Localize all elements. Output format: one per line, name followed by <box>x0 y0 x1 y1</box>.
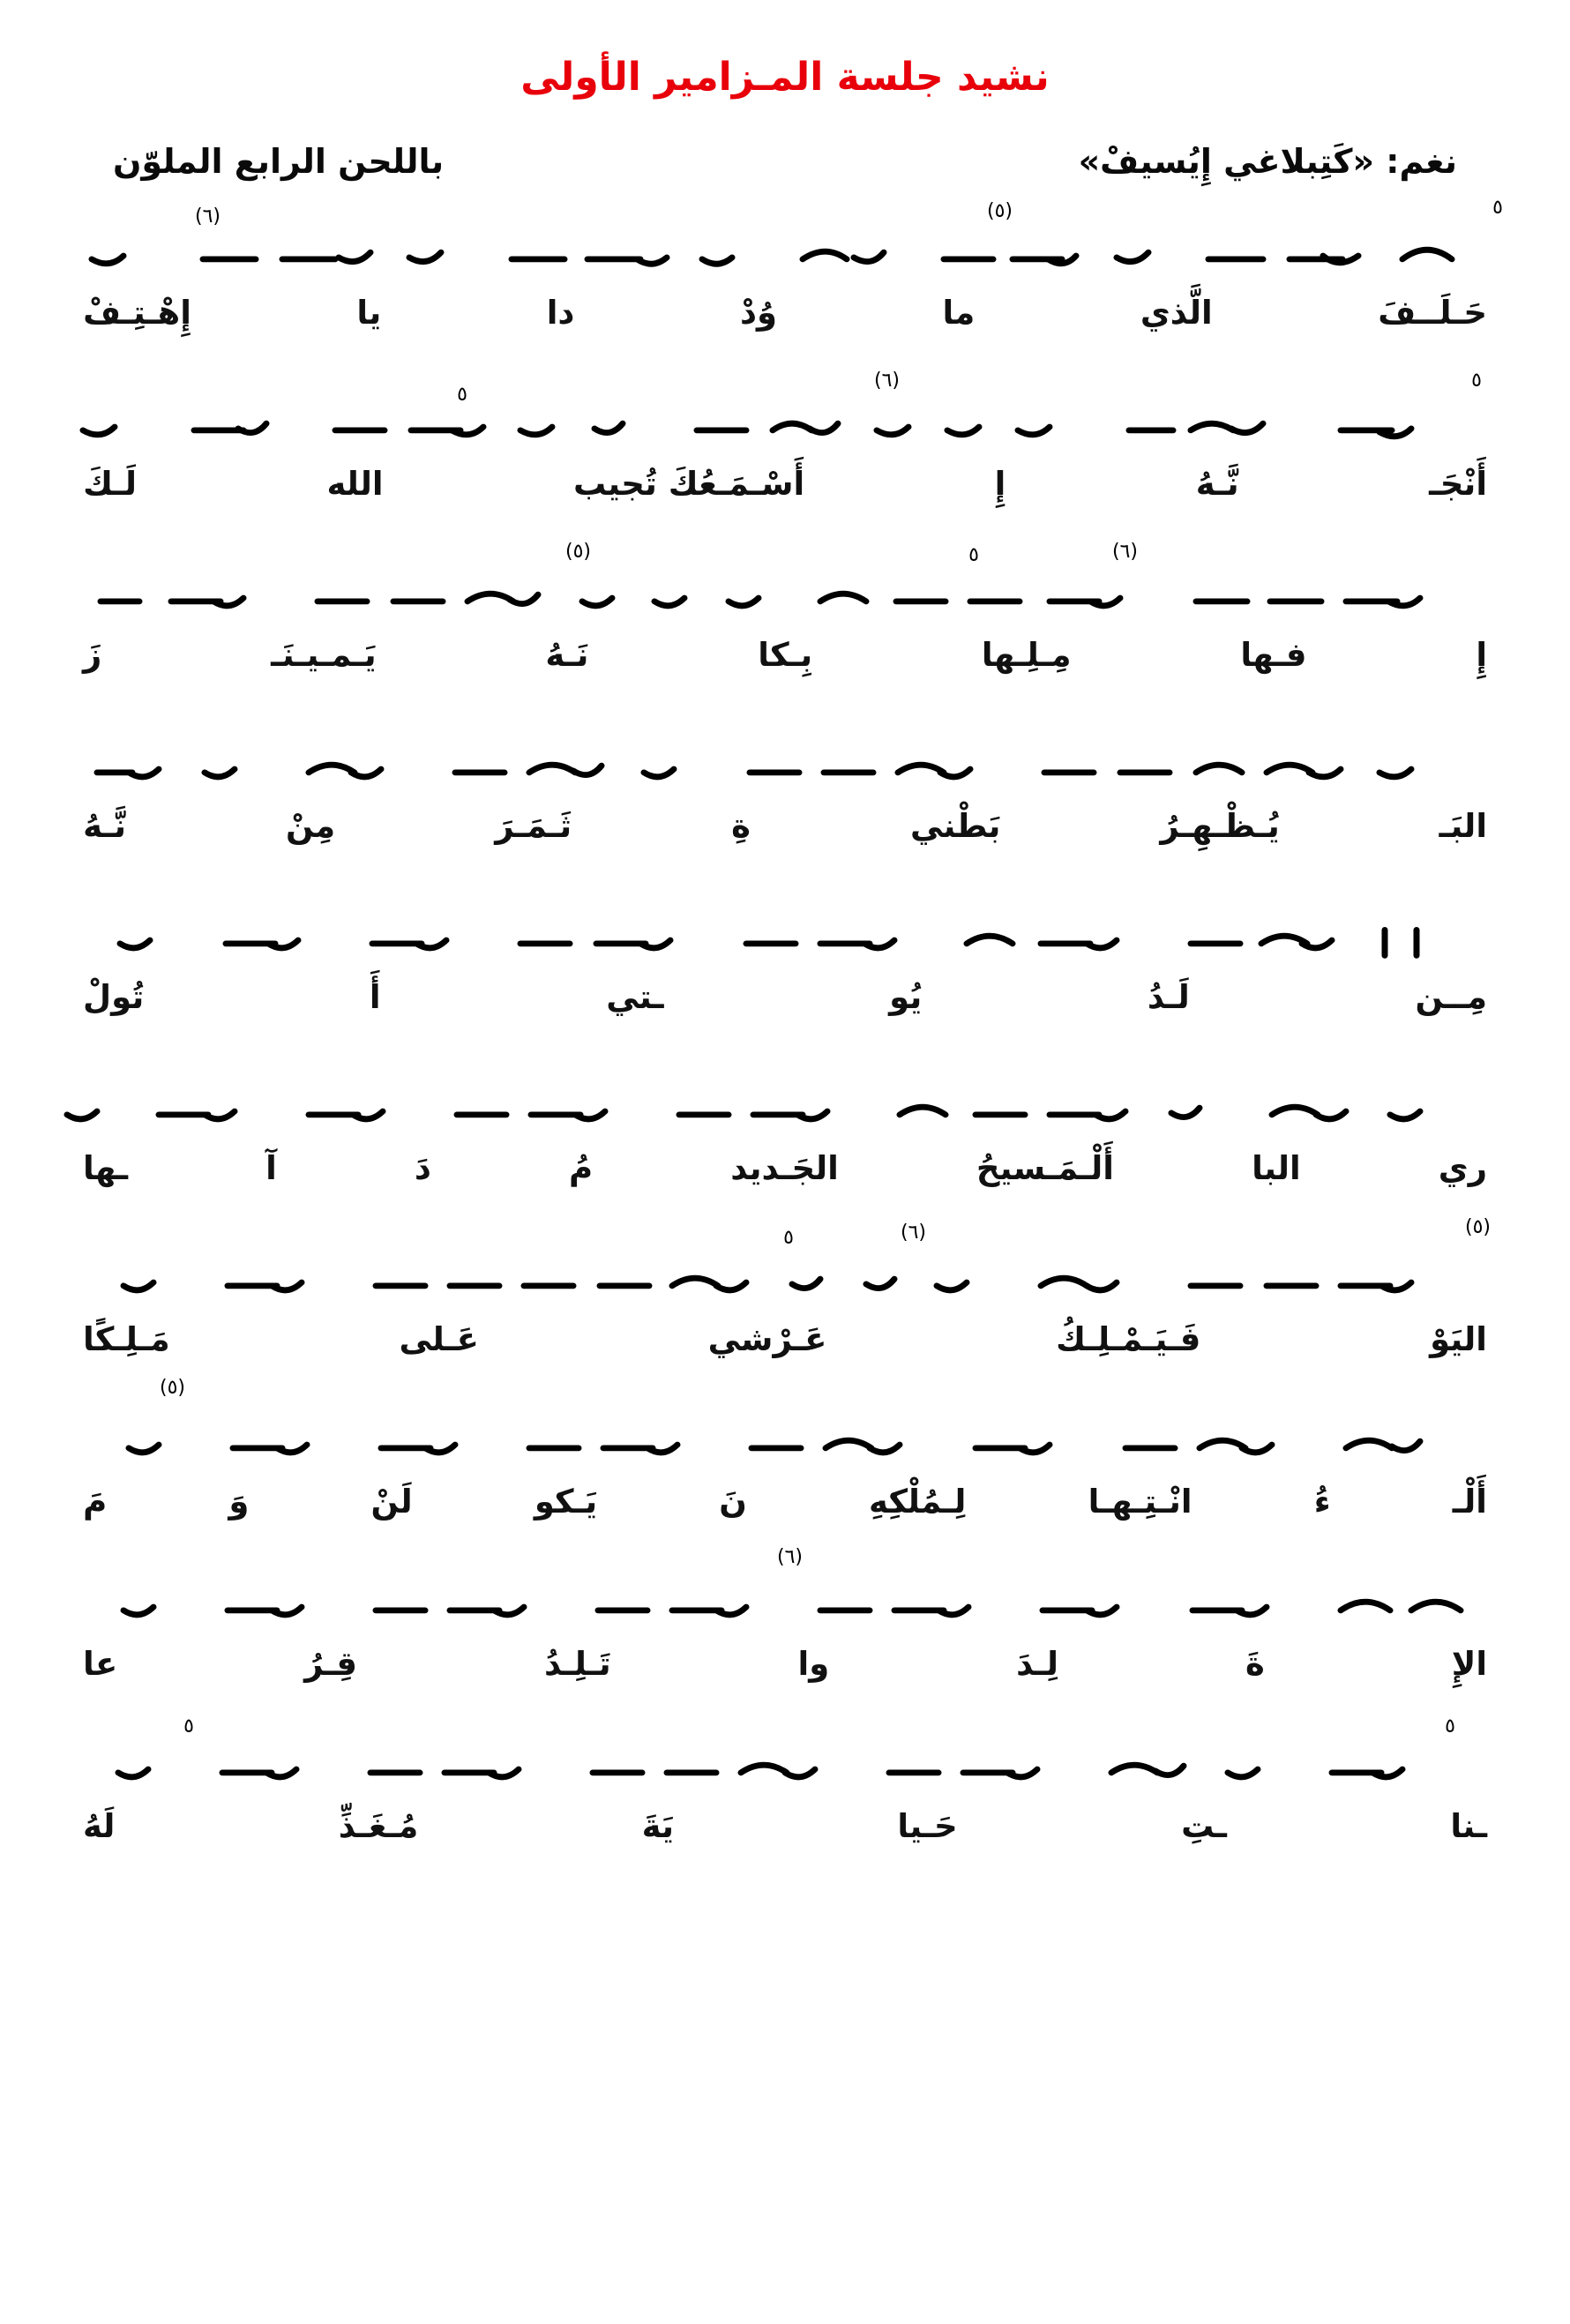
neume-row <box>62 375 1508 460</box>
lyric-syllable: مِــن <box>1415 978 1487 1016</box>
page-title: نشيد جلسة المـزامير الأولى <box>520 55 1050 100</box>
lyric-syllable: عَـلى <box>399 1320 479 1358</box>
lyric-syllable: أَسْـمَـعُكَ تُجيب <box>573 465 805 503</box>
ornament-mark: ٥ <box>783 1227 794 1249</box>
maqam-label: نغم: «كَتِبلاغي إِيُسيفْ» <box>1078 142 1457 181</box>
lyric-row <box>62 1483 1508 1521</box>
staff-system <box>62 1377 1508 1541</box>
lyric-row <box>62 636 1508 674</box>
lyric-syllable: ري <box>1438 1149 1487 1187</box>
lyric-syllable: مُـغَـذِّ <box>338 1807 419 1845</box>
lyric-row <box>62 1807 1508 1845</box>
lyric-syllable: تَـلِـدُ <box>543 1645 611 1683</box>
lyric-syllable: يا <box>356 294 382 332</box>
lyric-syllable: إِهْـتِـفْ <box>83 294 191 332</box>
lyric-syllable: البا <box>1252 1149 1301 1187</box>
lyric-syllable: بَطْني <box>909 807 1001 845</box>
lyric-syllable: ما <box>942 294 976 332</box>
ornament-mark: ٥ <box>1445 1715 1455 1737</box>
neume-row <box>62 546 1508 631</box>
ornament-mark: (٥) <box>986 200 1013 222</box>
ornament-mark: (٥) <box>564 541 591 563</box>
staff-system <box>62 1059 1508 1207</box>
lyric-syllable: مِنْ <box>286 807 336 845</box>
neume-row <box>62 1555 1508 1640</box>
lyric-syllable: إِ <box>994 465 1006 503</box>
lyric-syllable: وا <box>797 1645 830 1683</box>
lyric-syllable: نَـهُ <box>545 636 589 674</box>
lyric-syllable: تُولْ <box>83 978 145 1016</box>
lyric-syllable: وَ <box>228 1483 250 1521</box>
lyric-syllable: البَـ <box>1439 807 1487 845</box>
lyric-syllable: وُدْ <box>739 294 777 332</box>
lyric-syllable: مَـلِـكًا <box>83 1320 170 1358</box>
lyric-syllable: دا <box>546 294 575 332</box>
ornament-mark: ٥ <box>1492 197 1503 219</box>
lyric-syllable: آ <box>265 1149 277 1187</box>
lyric-syllable: مِـلِـها <box>981 636 1072 674</box>
lyric-syllable: لِـدَ <box>1016 1645 1059 1683</box>
staff-system <box>62 717 1508 865</box>
lyric-syllable: ـها <box>83 1149 128 1187</box>
lyric-row <box>62 807 1508 845</box>
lyric-row <box>62 978 1508 1016</box>
ornament-mark: ٥ <box>968 544 979 566</box>
lyric-syllable: زَ <box>83 636 102 674</box>
lyric-syllable: نَّـهُ <box>1195 465 1239 503</box>
lyric-syllable: الجَـديد <box>730 1149 839 1187</box>
mode-header <box>62 142 1508 181</box>
lyric-syllable: حَـيا <box>897 1807 958 1845</box>
lyric-syllable: إِ <box>1476 636 1487 674</box>
ornament-mark: (٦) <box>776 1546 803 1568</box>
ornament-mark: ٥ <box>457 384 467 406</box>
ornament-mark: (٥) <box>159 1377 185 1399</box>
lyric-syllable: مُ <box>569 1149 594 1187</box>
ornament-mark: (٦) <box>1111 541 1138 563</box>
ornament-mark: (٥) <box>1464 1216 1491 1238</box>
neume-row <box>62 888 1508 973</box>
lyric-syllable: ةِ <box>731 807 751 845</box>
lyric-syllable: مَ <box>83 1483 108 1521</box>
lyric-syllable: يَـمـيـنَـ <box>271 636 377 674</box>
lyric-syllable: ثَـمَـرَ <box>495 807 572 845</box>
lyric-syllable: ـتِ <box>1181 1807 1227 1845</box>
lyric-row <box>62 1320 1508 1358</box>
neume-row <box>62 1059 1508 1144</box>
staff-system <box>62 1717 1508 1865</box>
lyric-syllable: نَّـهُ <box>83 807 127 845</box>
lyric-syllable: بِـكا <box>758 636 813 674</box>
lyric-syllable: أَلْـمَـسيحُ <box>976 1149 1114 1187</box>
staff-system <box>62 1216 1508 1379</box>
lyric-syllable: عَـرْشي <box>707 1320 827 1358</box>
neume-row <box>62 204 1508 288</box>
lyric-row <box>62 294 1508 332</box>
lyric-syllable: انْـتِـهـا <box>1088 1483 1192 1521</box>
lyric-syllable: أَنْجَـ <box>1429 465 1487 503</box>
staff-system <box>62 1546 1508 1703</box>
lyric-syllable: يُـظْـهِـرُ <box>1160 807 1280 845</box>
ornament-mark: ٥ <box>183 1715 194 1737</box>
lyric-syllable: دَ <box>414 1149 431 1187</box>
lyric-syllable: يَةَ <box>641 1807 674 1845</box>
lyric-syllable: أَ <box>369 978 381 1016</box>
staff-system <box>62 888 1508 1036</box>
lyric-syllable: ـنا <box>1450 1807 1487 1845</box>
lyric-syllable: لَـكَ <box>83 465 138 503</box>
lyric-syllable: حَـلَــفَ <box>1378 294 1487 332</box>
lyric-syllable: اليَوْ <box>1430 1320 1487 1358</box>
staff-system <box>62 370 1508 523</box>
staff-systems <box>62 197 1508 1865</box>
staff-system <box>62 541 1508 694</box>
lyric-syllable: فَـيَـمْـلِـكُ <box>1056 1320 1201 1358</box>
lyric-syllable: عا <box>83 1645 118 1683</box>
lyric-syllable: الله <box>326 465 384 503</box>
neume-row <box>62 717 1508 802</box>
lyric-syllable: ةَ <box>1245 1645 1265 1683</box>
lyric-syllable: لِـمُلْكِهِ <box>869 1483 967 1521</box>
ornament-mark: (٦) <box>900 1222 926 1244</box>
lyric-syllable: قِـرُ <box>304 1645 358 1683</box>
lyric-row <box>62 465 1508 503</box>
lyric-syllable: نَ <box>719 1483 747 1521</box>
staff-system <box>62 197 1508 352</box>
lyric-syllable: الإِ <box>1451 1645 1487 1683</box>
ornament-mark: (٦) <box>873 370 900 392</box>
lyric-row <box>62 1149 1508 1187</box>
ornament-mark: (٦) <box>194 205 221 228</box>
score-page <box>0 55 1570 2324</box>
lyric-syllable: فـها <box>1240 636 1307 674</box>
lyric-syllable: ـتي <box>606 978 664 1016</box>
lyric-syllable: يَـكو <box>534 1483 598 1521</box>
lyric-syllable: لَـدُ <box>1147 978 1190 1016</box>
lyric-syllable: يُو <box>889 978 923 1016</box>
lyric-syllable: الَّذي <box>1140 294 1213 332</box>
lyric-syllable: ءُ <box>1313 1483 1331 1521</box>
lyric-syllable: لَنْ <box>370 1483 413 1521</box>
neume-row <box>62 1393 1508 1477</box>
neume-row <box>62 1717 1508 1802</box>
neume-row <box>62 1230 1508 1315</box>
lahn-label: باللحن الرابع الملوّن <box>113 142 445 181</box>
ornament-mark: ٥ <box>1471 370 1482 392</box>
lyric-row <box>62 1645 1508 1683</box>
lyric-syllable: لَهُ <box>83 1807 116 1845</box>
lyric-syllable: أَلْـ <box>1452 1483 1487 1521</box>
